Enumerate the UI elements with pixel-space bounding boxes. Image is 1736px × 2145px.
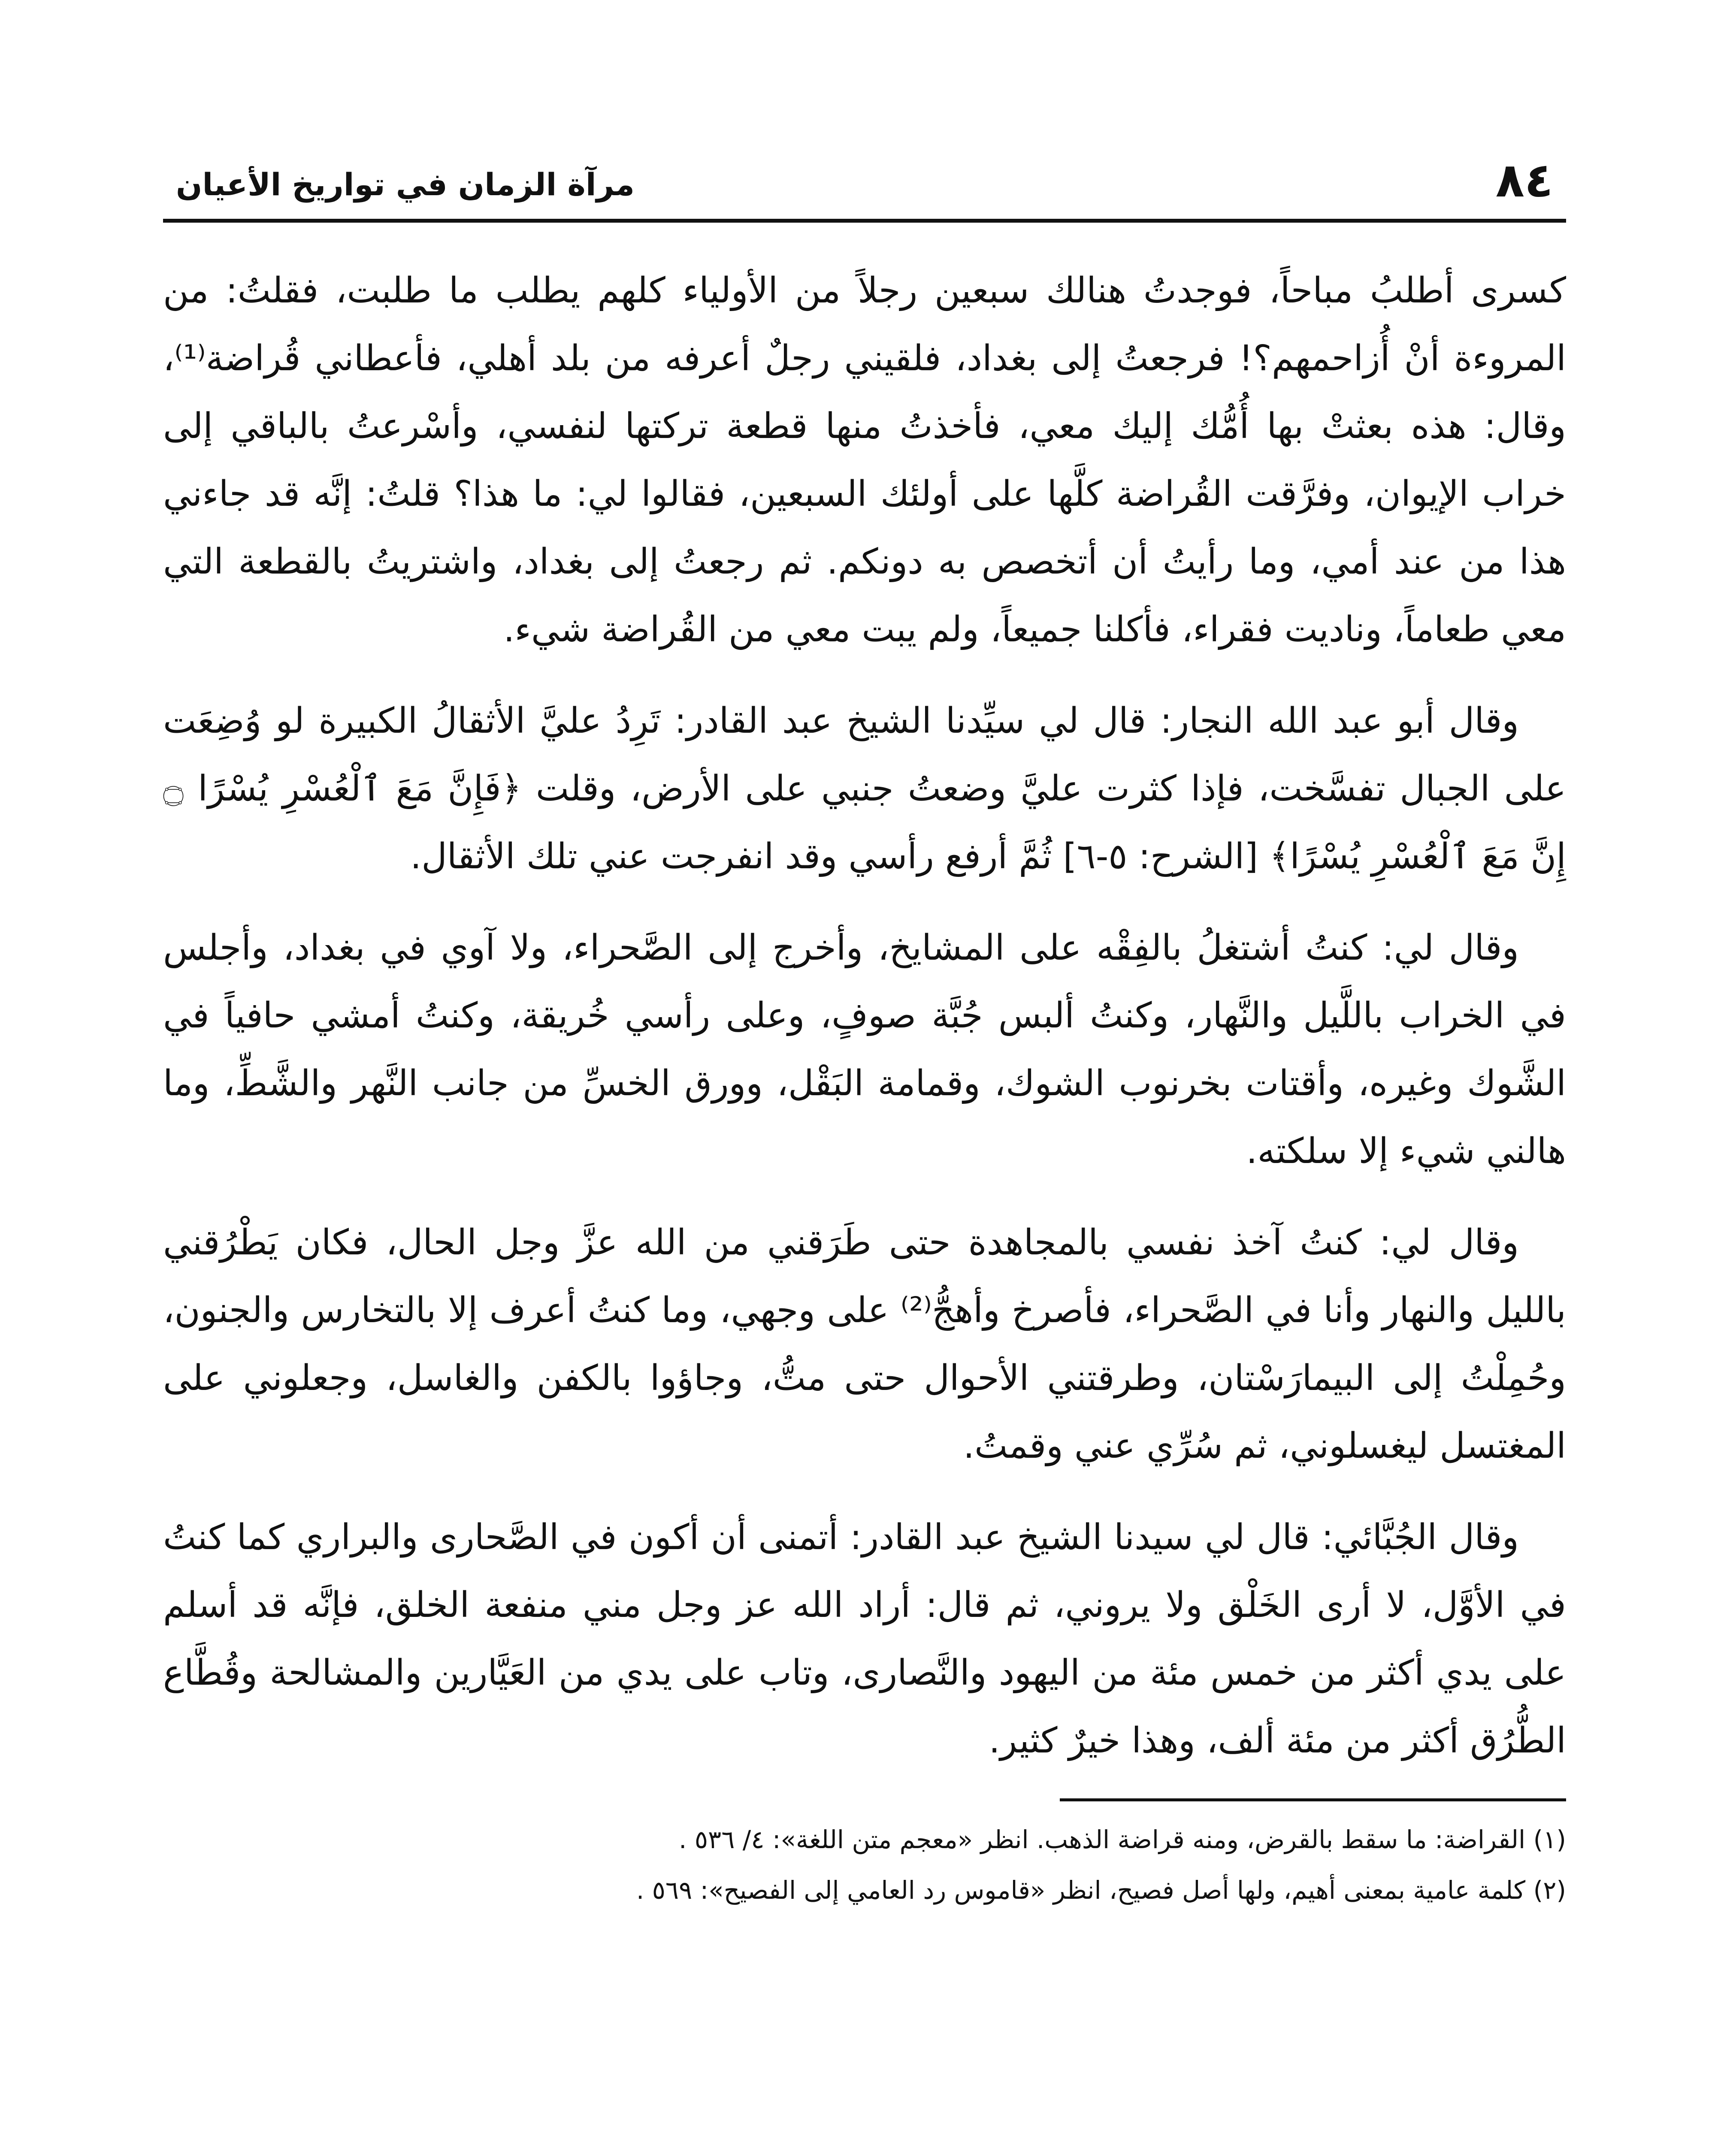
book-page (163, 142, 1566, 2145)
footnote-1: (١) القراضة: ما سقط بالقرض، ومنه قراضة الذهب. انظر «معجم متن اللغة»: ٤/ ٥٣٦ . (679, 1825, 1566, 1854)
paragraph-5: وقال الجُبَّائي: قال لي سيدنا الشيخ عبد القادر: أتمنى أن أكون في الصَّحارى والبراري كما كنتُ في الأوَّل، لا أرى الخَلْق ولا يروني، ثم قال: أراد الله عز وجل مني منفعة الخلق، فإنَّه قد أسلم على يدي أكثر من خمس مئة من اليهود والنَّصارى، وتاب على يدي من العَيَّارين والمشالحة وقُطَّاع الطُّرُق أكثر من مئة ألف، وهذا خيرٌ كثير. (163, 1517, 1566, 1761)
footnote-divider (1060, 1798, 1566, 1801)
running-title: مرآة الزمان في تواريخ الأعيان (176, 166, 635, 202)
main-text (163, 257, 1566, 1775)
paragraph-2: وقال أبو عبد الله النجار: قال لي سيِّدنا الشيخ عبد القادر: تَرِدُ عليَّ الأثقالُ الكبيرة لو وُضِعَت على الجبال تفسَّخت، فإذا كثرت عليَّ وضعتُ جنبي على الأرض، وقلت ﴿فَإِنَّ مَعَ ٱلْعُسْرِ يُسْرًا ۝ إِنَّ مَعَ ٱلْعُسْرِ يُسْرًا﴾ [الشرح: ٥-٦] ثُمَّ أرفع رأسي وقد انفرجت عني تلك الأثقال. (163, 701, 1566, 877)
paragraph-4: وقال لي: كنتُ آخذ نفسي بالمجاهدة حتى طَرَقني من الله عزَّ وجل الحال، فكان يَطْرُقني بالليل والنهار وأنا في الصَّحراء، فأصرخ وأهجُّ⁽²⁾ على وجهي، وما كنتُ أعرف إلا بالتخارس والجنون، وحُمِلْتُ إلى البيمارَسْتان، وطرقتني الأحوال حتى متُّ، وجاؤوا بالكفن والغاسل، وجعلوني على المغتسل ليغسلوني، ثم سُرِّي عني وقمتُ. (163, 1222, 1566, 1466)
footnotes (163, 1814, 1566, 1915)
page-number: ٨٤ (1495, 153, 1553, 208)
paragraph-3: وقال لي: كنتُ أشتغلُ بالفِقْه على المشايخ، وأخرج إلى الصَّحراء، ولا آوي في بغداد، وأجلس في الخراب باللَّيل والنَّهار، وكنتُ ألبس جُبَّة صوفٍ، وعلى رأسي خُريقة، وكنتُ أمشي حافياً في الشَّوك وغيره، وأقتات بخرنوب الشوك، وقمامة البَقْل، وورق الخسِّ من جانب النَّهر والشَّطِّ، وما هالني شيء إلا سلكته. (163, 927, 1566, 1172)
page-header (163, 142, 1566, 223)
paragraph-1: كسرى أطلبُ مباحاً، فوجدتُ هنالك سبعين رجلاً من الأولياء كلهم يطلب ما طلبت، فقلتُ: من المروءة أنْ أُزاحمهم؟! فرجعتُ إلى بغداد، فلقيني رجلٌ أعرفه من بلد أهلي، فأعطاني قُراضة⁽¹⁾، وقال: هذه بعثتْ بها أُمُّك إليك معي، فأخذتُ منها قطعة تركتها لنفسي، وأسْرعتُ بالباقي إلى خراب الإيوان، وفرَّقت القُراضة كلَّها على أولئك السبعين، فقالوا لي: ما هذا؟ قلتُ: إنَّه قد جاءني هذا من عند أمي، وما رأيتُ أن أتخصص به دونكم. ثم رجعتُ إلى بغداد، واشتريتُ بالقطعة التي معي طعاماً، وناديت فقراء، فأكلنا جميعاً، ولم يبت معي من القُراضة شيء. (163, 270, 1566, 650)
footnote-2: (٢) كلمة عامية بمعنى أهيم، ولها أصل فصيح، انظر «قاموس رد العامي إلى الفصيح»: ٥٦٩ . (636, 1876, 1566, 1905)
